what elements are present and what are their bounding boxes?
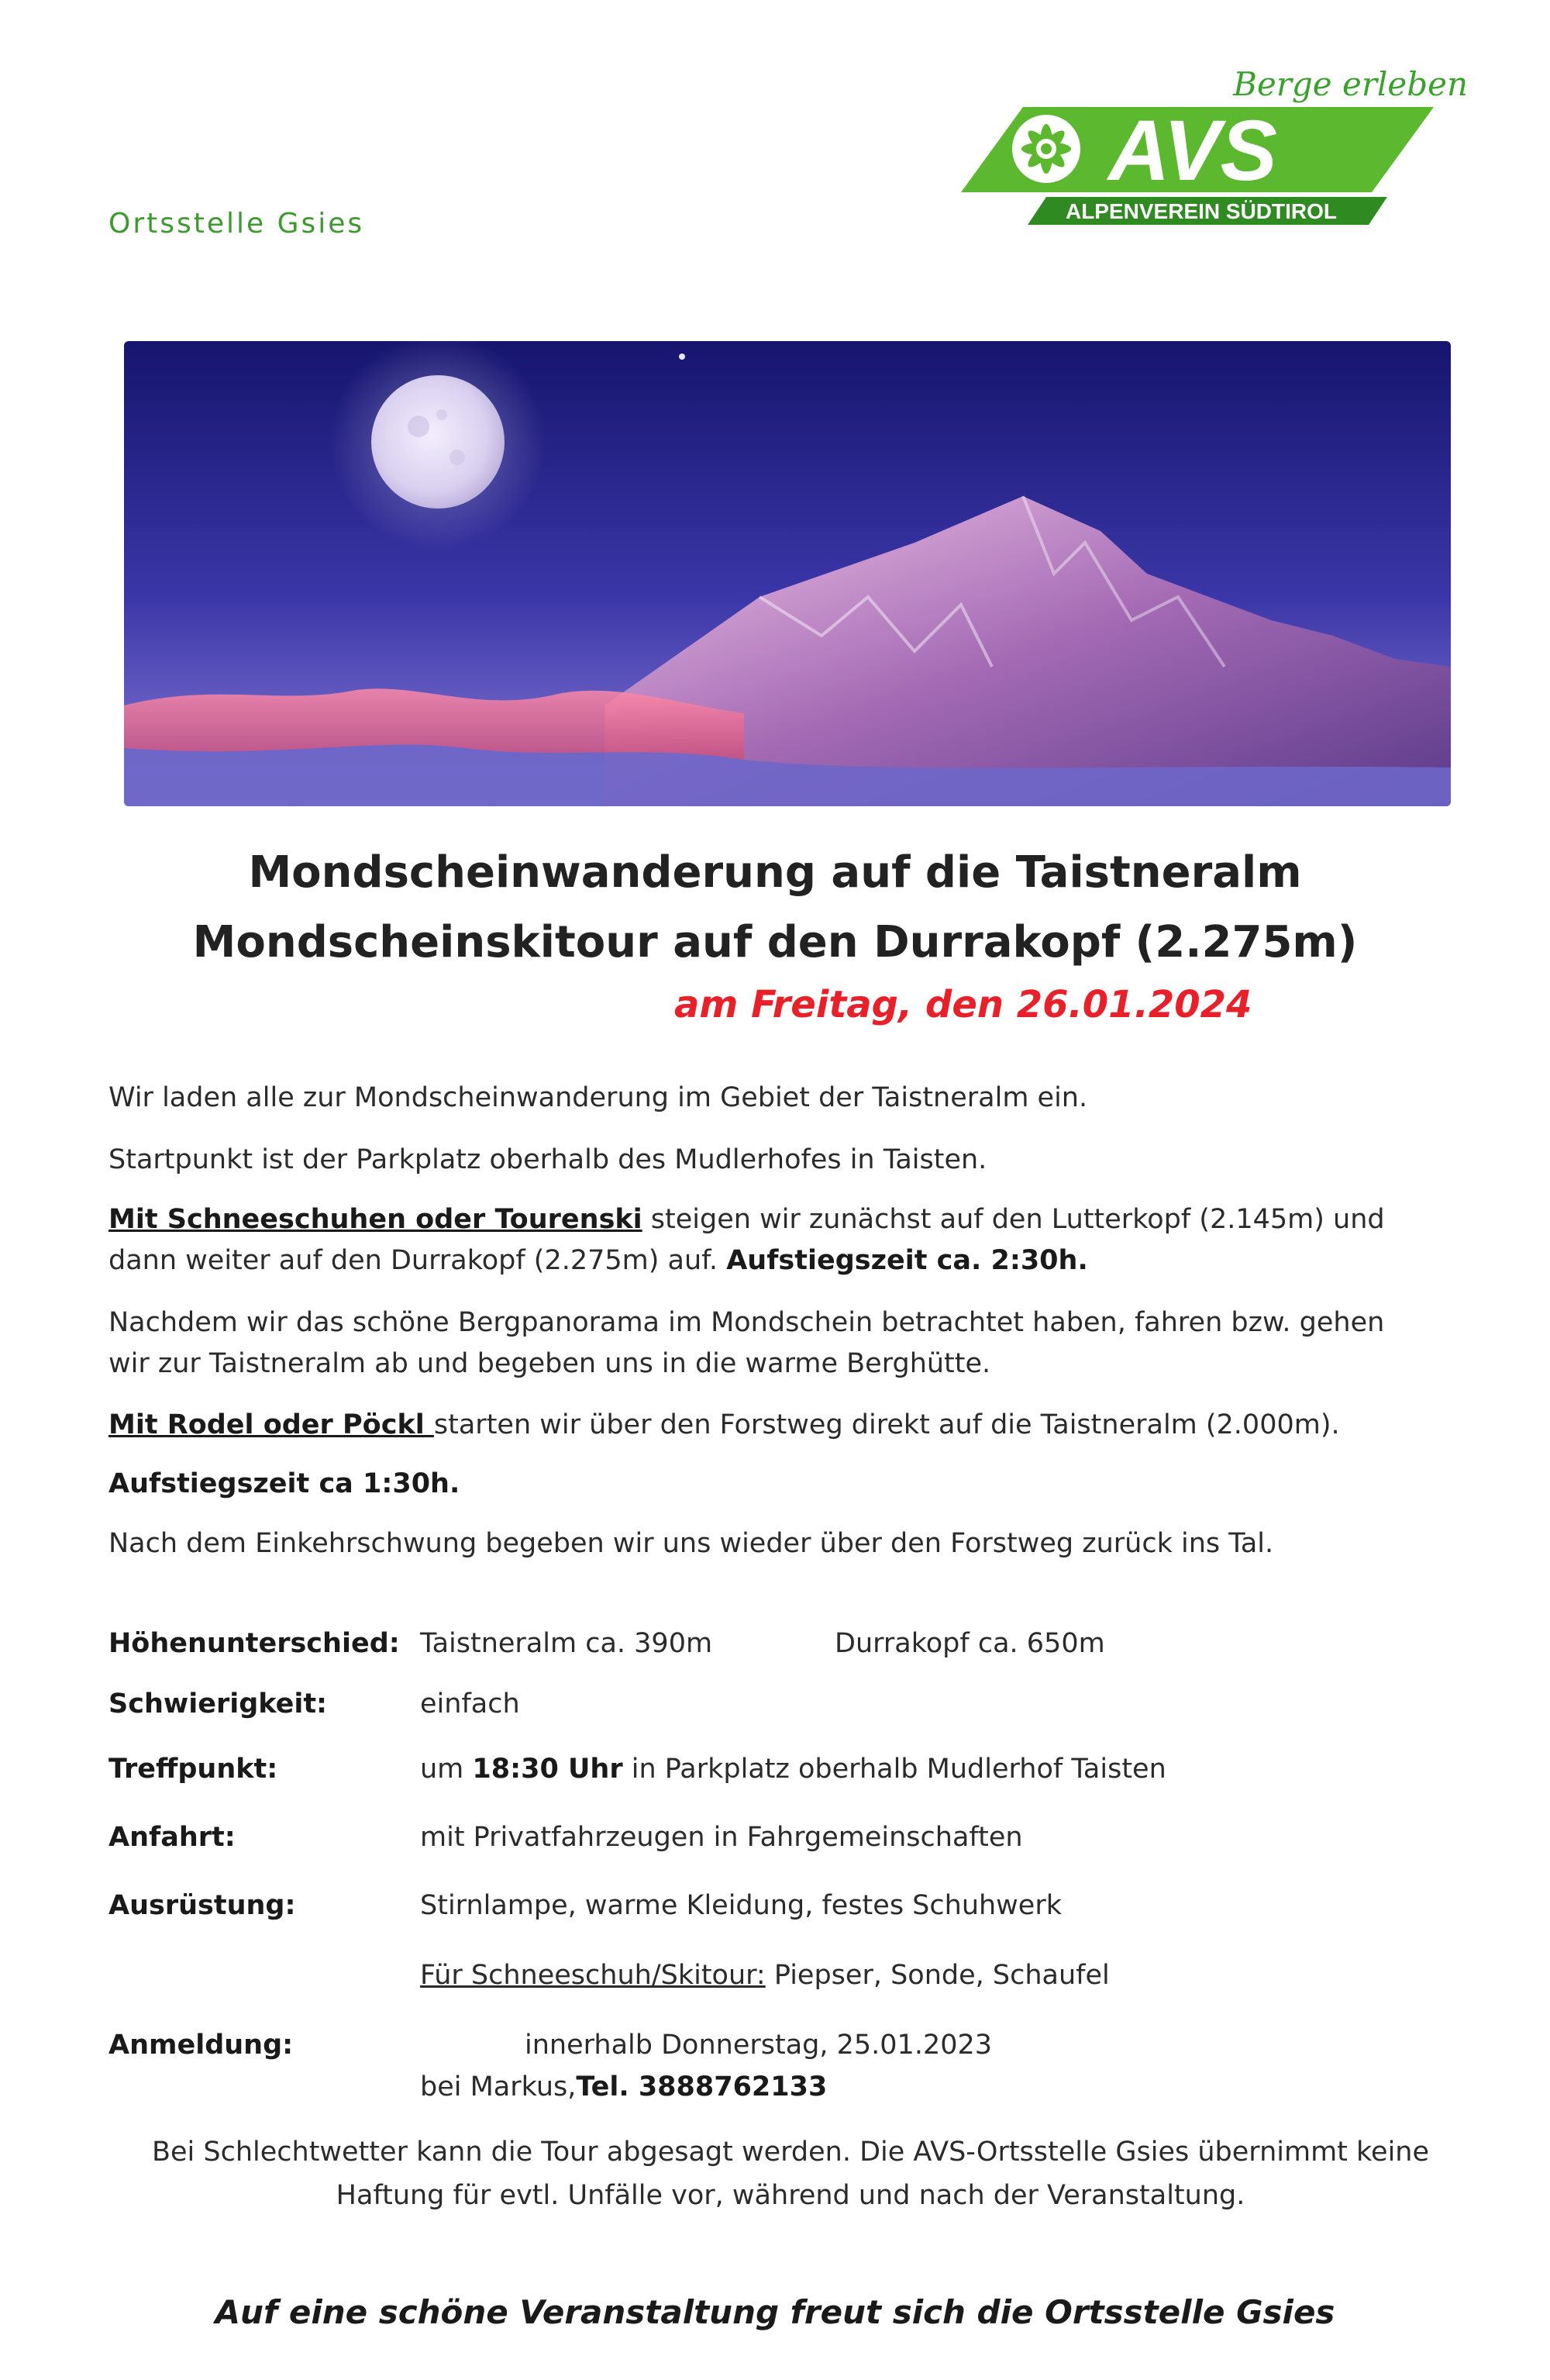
panorama-line2: wir zur Taistneralm ab und begeben uns in die warme Berghütte. (108, 1348, 991, 1379)
label-treffpunkt: Treffpunkt: (108, 1754, 278, 1785)
value-ausruestung-skitour (420, 1960, 1110, 1991)
disclaimer-line2: Haftung für evtl. Unfälle vor, während und nach der Veranstaltung. (336, 2180, 1245, 2211)
skitour-ascent-time: Aufstiegszeit ca. 2:30h. (726, 1245, 1088, 1276)
ortsstelle-label: Ortsstelle Gsies (108, 208, 365, 240)
rodel-lead: Mit Rodel oder Pöckl (108, 1409, 434, 1440)
panorama-line1: Nachdem wir das schöne Bergpanorama im Mondschein betrachtet haben, fahren bzw. gehen (108, 1307, 1385, 1338)
paragraph-panorama (108, 1302, 1472, 1385)
ausruestung-skitour-lead: Für Schneeschuh/Skitour: (420, 1960, 766, 1991)
treffpunkt-time: 18:30 Uhr (472, 1754, 623, 1785)
treffpunkt-post: in Parkplatz oberhalb Mudlerhof Taisten (622, 1754, 1166, 1785)
value-anfahrt: mit Privatfahrzeugen in Fahrgemeinschaften (420, 1822, 1023, 1853)
event-date: am Freitag, den 26.01.2024 (674, 983, 1252, 1026)
ausruestung-skitour-items: Piepser, Sonde, Schaufel (765, 1960, 1110, 1991)
hero-moon-mountain-image (124, 341, 1451, 806)
avs-logo (938, 62, 1480, 248)
skitour-text2: dann weiter auf den Durrakopf (2.275m) auf. (108, 1245, 727, 1276)
value-ausruestung: Stirnlampe, warme Kleidung, festes Schuhwerk (420, 1890, 1063, 1921)
anmeldung-contact-name: bei Markus, (420, 2071, 577, 2102)
treffpunkt-pre: um (420, 1754, 473, 1785)
paragraph-start: Startpunkt ist der Parkplatz oberhalb des Mudlerhofes in Taisten. (108, 1144, 987, 1175)
value-anmeldung-deadline: innerhalb Donnerstag, 25.01.2023 (525, 2030, 993, 2061)
edelweiss-icon (1012, 115, 1080, 183)
value-treffpunkt (420, 1754, 1166, 1785)
paragraph-rodel-ascent: Aufstiegszeit ca 1:30h. (108, 1468, 460, 1499)
logo-subtitle: ALPENVEREIN SÜDTIROL (1065, 199, 1338, 223)
value-anmeldung-contact (420, 2071, 827, 2102)
disclaimer-line1: Bei Schlechtwetter kann die Tour abgesagt werden. Die AVS-Ortsstelle Gsies übernimmt keine (151, 2137, 1430, 2168)
skitour-text1: steigen wir zunächst auf den Lutterkopf (2.145m) und (642, 1204, 1385, 1235)
anmeldung-phone: Tel. 3888762133 (576, 2071, 828, 2102)
star (679, 354, 685, 360)
value-hoehen-durrakopf: Durrakopf ca. 650m (835, 1628, 1105, 1659)
avs-logo-graphic (938, 62, 1480, 248)
value-schwierigkeit: einfach (420, 1688, 520, 1719)
rodel-text: starten wir über den Forstweg direkt auf die Taistneralm (2.000m). (433, 1409, 1340, 1440)
skitour-lead: Mit Schneeschuhen oder Tourenski (108, 1204, 642, 1235)
paragraph-skitour (108, 1199, 1472, 1281)
moon (371, 375, 505, 509)
label-anmeldung: Anmeldung: (108, 2030, 294, 2061)
logo-name: AVS (1108, 103, 1278, 198)
label-anfahrt: Anfahrt: (108, 1822, 236, 1853)
event-title-line1: Mondscheinwanderung auf die Taistneralm (248, 847, 1302, 898)
label-ausruestung: Ausrüstung: (108, 1890, 296, 1921)
closing-line: Auf eine schöne Veranstaltung freut sich die Ortsstelle Gsies (215, 2293, 1335, 2331)
logo-tagline: Berge erleben (1233, 65, 1468, 103)
value-hoehen-taistneralm: Taistneralm ca. 390m (420, 1628, 713, 1659)
label-hoehenunterschied: Höhenunterschied: (108, 1628, 400, 1659)
event-title-line2: Mondscheinskitour auf den Durrakopf (2.275m) (192, 917, 1358, 968)
label-schwierigkeit: Schwierigkeit: (108, 1688, 328, 1719)
paragraph-invitation: Wir laden alle zur Mondscheinwanderung im Gebiet der Taistneralm ein. (108, 1082, 1088, 1113)
paragraph-return: Nach dem Einkehrschwung begeben wir uns wieder über den Forstweg zurück ins Tal. (108, 1528, 1274, 1559)
paragraph-rodel (108, 1405, 1472, 1446)
disclaimer (93, 2130, 1488, 2217)
